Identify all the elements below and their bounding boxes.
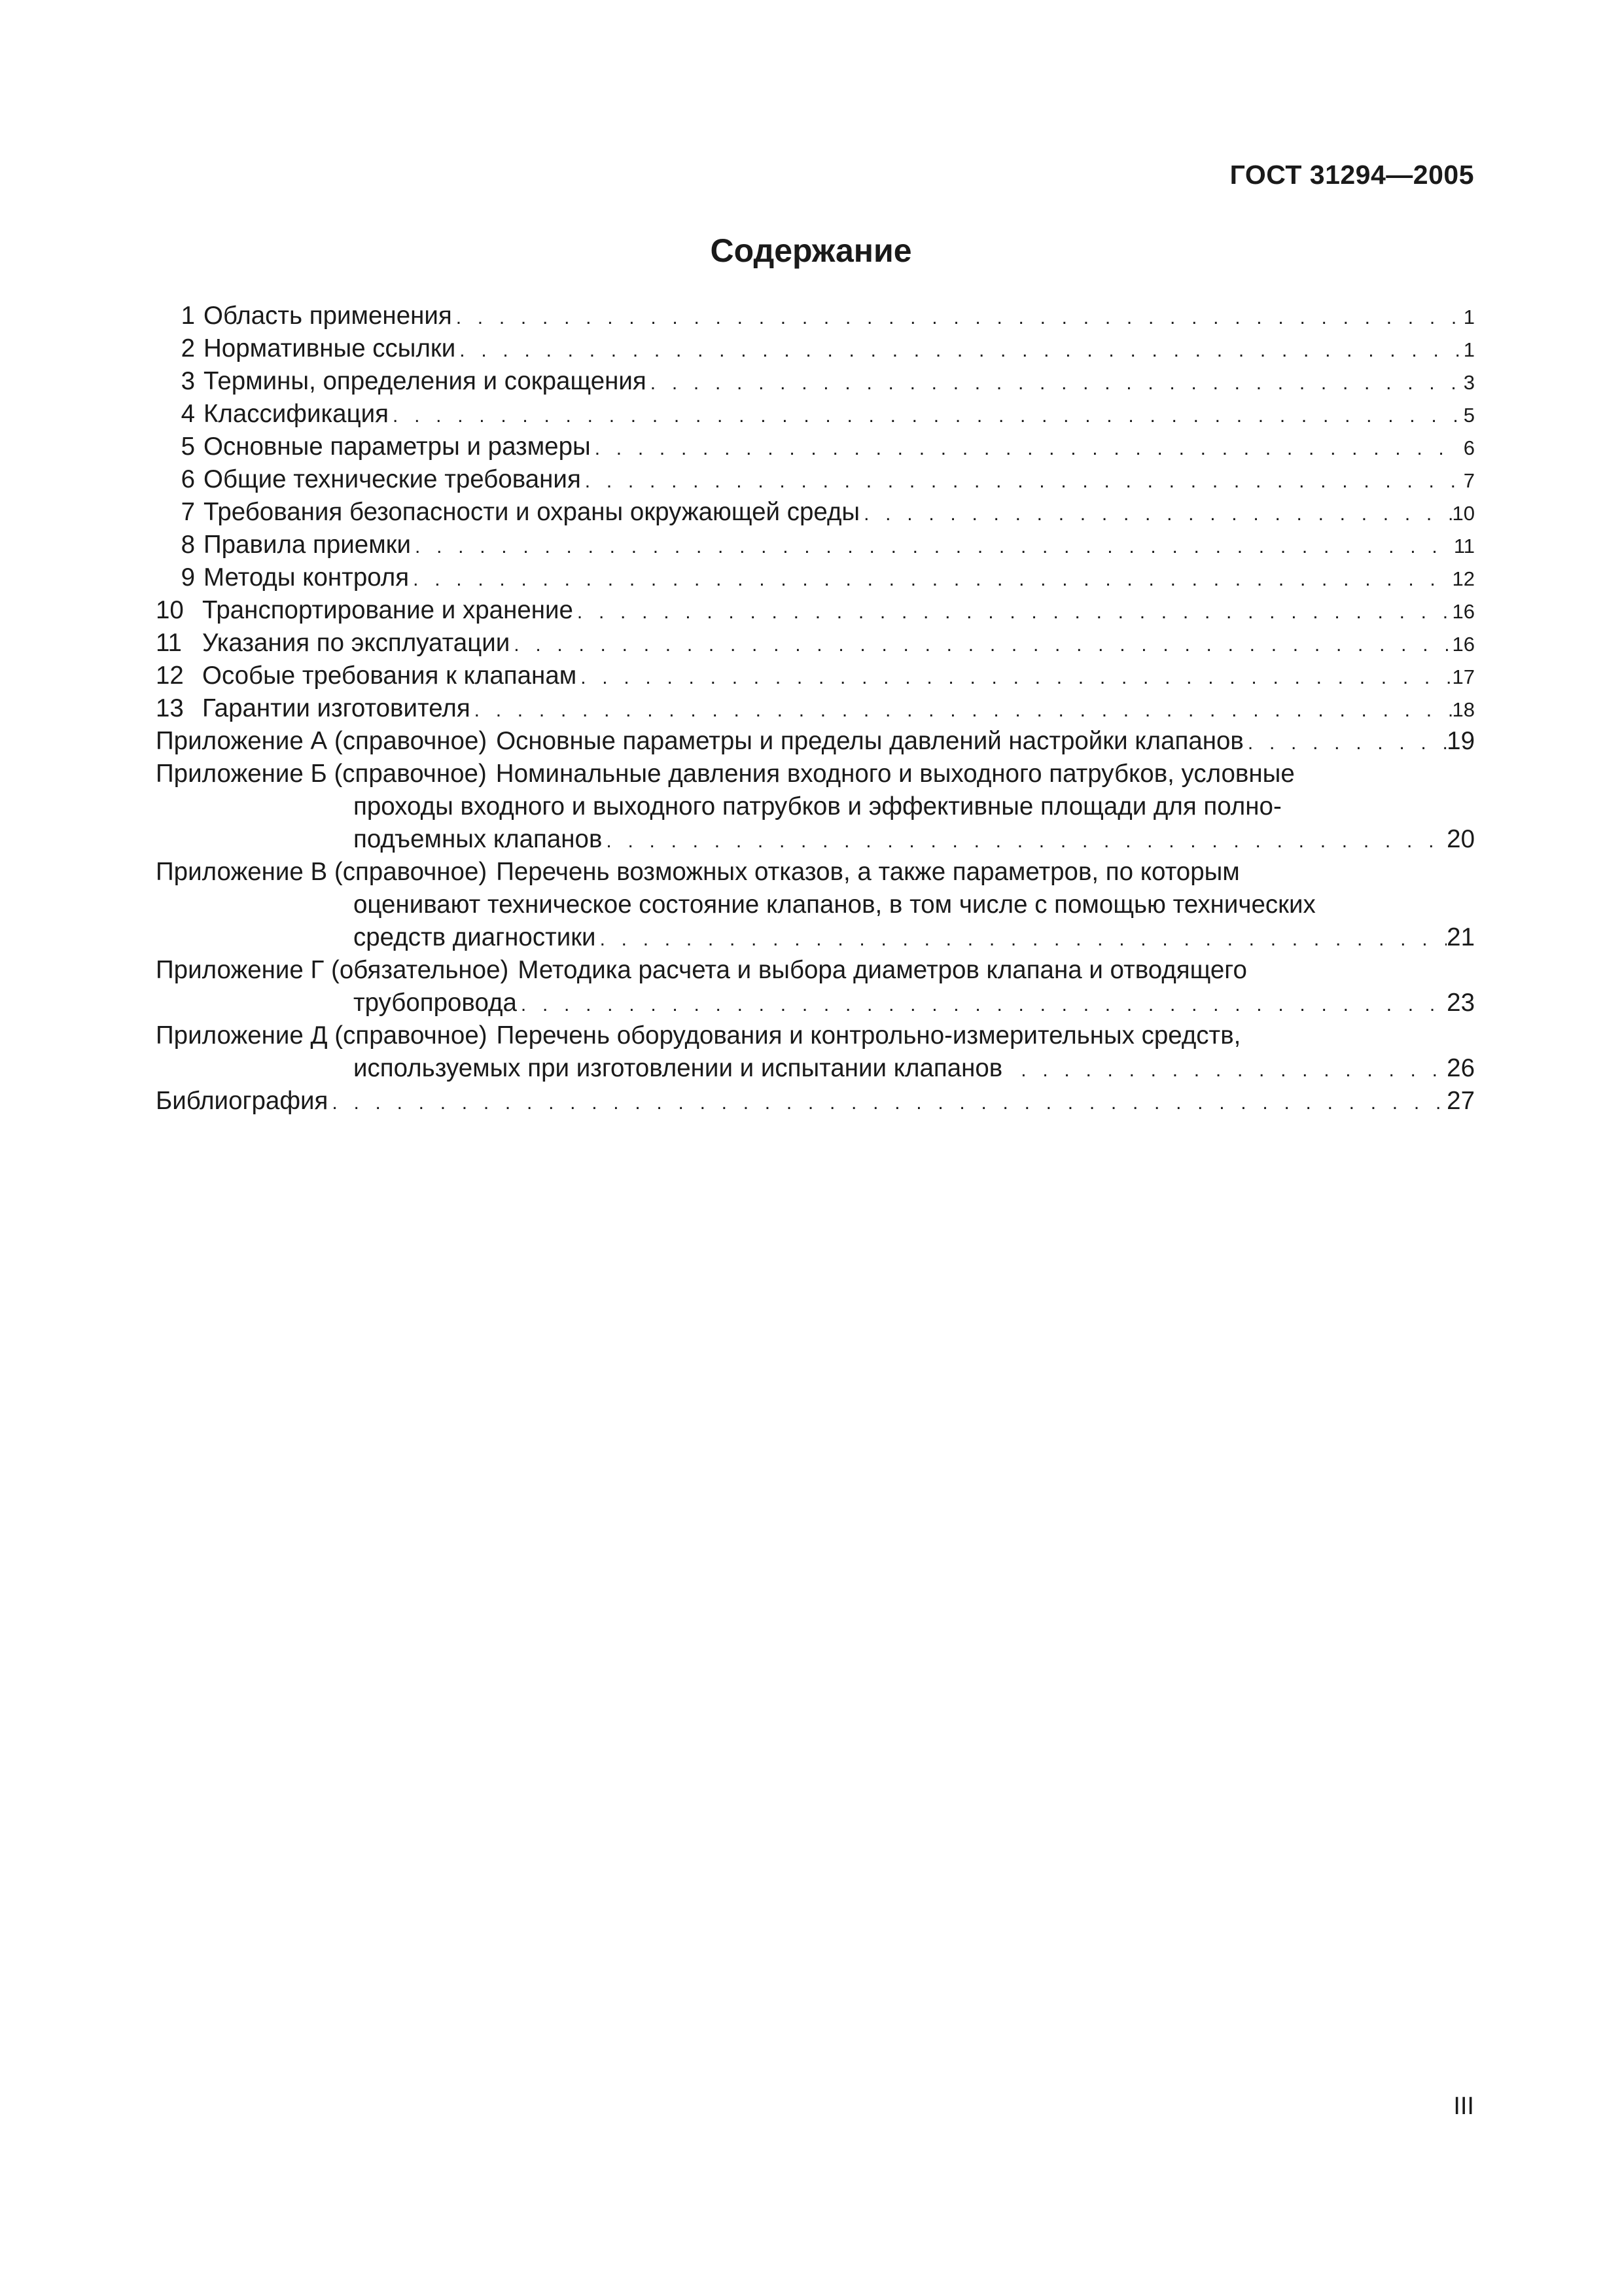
section-title: Гарантии изготовителя (202, 694, 470, 722)
appendix-label: Приложение В (справочное) (156, 858, 487, 886)
section-title: Правила приемки (203, 531, 412, 559)
appendix-title: Основные параметры и пределы давлений настройки клапанов (496, 727, 1244, 755)
footer-page-number: III (1453, 2093, 1474, 2120)
appendix-label: Приложение Б (справочное) (156, 760, 487, 788)
dot-leader (646, 365, 1459, 400)
toc-entry-3[interactable] (156, 365, 1475, 398)
toc-entry-13[interactable] (156, 692, 1475, 725)
page-number: 7 (1463, 469, 1475, 492)
page-number: 5 (1463, 404, 1475, 427)
section-number: 7 (181, 498, 195, 526)
appendix-label: Приложение Д (справочное) (156, 1021, 487, 1050)
appendix-title-line-2: проходы входного и выходного патрубков и эффективные площади для полно- (353, 792, 1282, 821)
toc-entry-7[interactable] (156, 496, 1475, 529)
dot-leader (573, 594, 1453, 629)
toc-appendix-d[interactable] (156, 1019, 1475, 1085)
appendix-label: Приложение А (справочное) (156, 727, 487, 755)
page-number: 21 (1447, 923, 1475, 951)
page-number: 20 (1447, 825, 1475, 853)
dot-leader (1002, 1052, 1447, 1087)
page-number: 12 (1452, 567, 1475, 590)
section-number: 13 (156, 694, 184, 722)
page-number: 3 (1463, 371, 1475, 394)
section-title: Классификация (203, 400, 389, 428)
dot-leader (517, 987, 1447, 1021)
toc-appendix-v[interactable] (156, 856, 1475, 954)
section-number: 3 (181, 367, 195, 395)
appendix-title-line-2: оценивают техническое состояние клапанов, в том числе с помощью технических (353, 891, 1316, 919)
section-title: Указания по эксплуатации (202, 629, 510, 657)
toc-entry-10[interactable] (156, 594, 1475, 627)
section-title: Нормативные ссылки (203, 334, 456, 362)
toc-appendix-g[interactable] (156, 954, 1475, 1019)
section-number: 5 (181, 433, 195, 461)
toc-appendix-a[interactable] (156, 725, 1475, 758)
dot-leader (596, 921, 1447, 956)
toc-entry-11[interactable] (156, 627, 1475, 660)
toc-title: Содержание (710, 232, 912, 269)
dot-leader (860, 496, 1452, 531)
dot-leader (1244, 725, 1447, 760)
page-number: 27 (1447, 1087, 1475, 1115)
section-title: Основные параметры и размеры (203, 433, 591, 461)
toc-entry-9[interactable] (156, 561, 1475, 594)
page-number: 11 (1453, 535, 1475, 557)
section-title: Термины, определения и сокращения (203, 367, 646, 395)
section-number: 2 (181, 334, 195, 362)
toc-entry-5[interactable] (156, 431, 1475, 463)
appendix-title-line-1: Перечень оборудования и контрольно-измерительных средств, (496, 1021, 1241, 1050)
dot-leader (455, 332, 1459, 367)
appendix-label: Приложение Г (обязательное) (156, 956, 509, 984)
dot-leader (470, 692, 1453, 727)
page-number: 6 (1463, 436, 1475, 459)
appendix-title-line-1: Методика расчета и выбора диаметров клапана и отводящего (518, 956, 1247, 984)
appendix-title-line-1: Номинальные давления входного и выходного патрубков, условные (495, 760, 1295, 788)
dot-leader (411, 529, 1454, 563)
toc-entry-4[interactable] (156, 398, 1475, 431)
page-number: 26 (1447, 1054, 1475, 1082)
bibliography-title: Библиография (156, 1087, 328, 1115)
section-title: Транспортирование и хранение (202, 596, 573, 624)
dot-leader (328, 1085, 1447, 1120)
section-title: Область применения (203, 302, 452, 330)
section-number: 11 (156, 629, 182, 657)
section-title: Методы контроля (203, 563, 410, 592)
section-number: 4 (181, 400, 195, 428)
table-of-contents (156, 300, 1475, 1118)
toc-appendix-b[interactable] (156, 758, 1475, 856)
page-number: 1 (1463, 306, 1475, 328)
section-number: 12 (156, 662, 184, 690)
dot-leader (452, 300, 1459, 334)
dot-leader (389, 398, 1459, 433)
section-number: 8 (181, 531, 195, 559)
appendix-title-line-3: подъемных клапанов (353, 825, 603, 853)
dot-leader (591, 431, 1459, 465)
section-title: Требования безопасности и охраны окружающей среды (203, 498, 860, 526)
section-title: Общие технические требования (203, 465, 581, 493)
toc-entry-2[interactable] (156, 332, 1475, 365)
toc-entry-1[interactable] (156, 300, 1475, 332)
toc-bibliography[interactable] (156, 1085, 1475, 1118)
section-number: 1 (181, 302, 195, 330)
toc-entry-6[interactable] (156, 463, 1475, 496)
appendix-title-line-1: Перечень возможных отказов, а также параметров, по которым (496, 858, 1240, 886)
appendix-title-line-3: средств диагностики (353, 923, 596, 951)
dot-leader (409, 561, 1452, 596)
section-number: 9 (181, 563, 195, 592)
page-number: 17 (1452, 665, 1475, 688)
dot-leader (602, 823, 1447, 858)
toc-entry-8[interactable] (156, 529, 1475, 561)
section-number: 10 (156, 596, 184, 624)
dot-leader (510, 627, 1452, 662)
page-number: 16 (1452, 600, 1475, 623)
page-number: 10 (1452, 502, 1475, 525)
page-number: 23 (1447, 989, 1475, 1017)
page-number: 1 (1463, 338, 1475, 361)
section-title: Особые требования к клапанам (202, 662, 577, 690)
standard-code: ГОСТ 31294—2005 (1229, 160, 1474, 190)
appendix-title-line-2: используемых при изготовлении и испытании клапанов (353, 1054, 1003, 1082)
dot-leader (576, 660, 1452, 694)
page-number: 16 (1452, 633, 1475, 656)
toc-entry-12[interactable] (156, 660, 1475, 692)
page-number: 18 (1452, 698, 1475, 721)
dot-leader (581, 463, 1459, 498)
appendix-title-line-2: трубопровода (353, 989, 517, 1017)
section-number: 6 (181, 465, 195, 493)
page-number: 19 (1447, 727, 1475, 755)
